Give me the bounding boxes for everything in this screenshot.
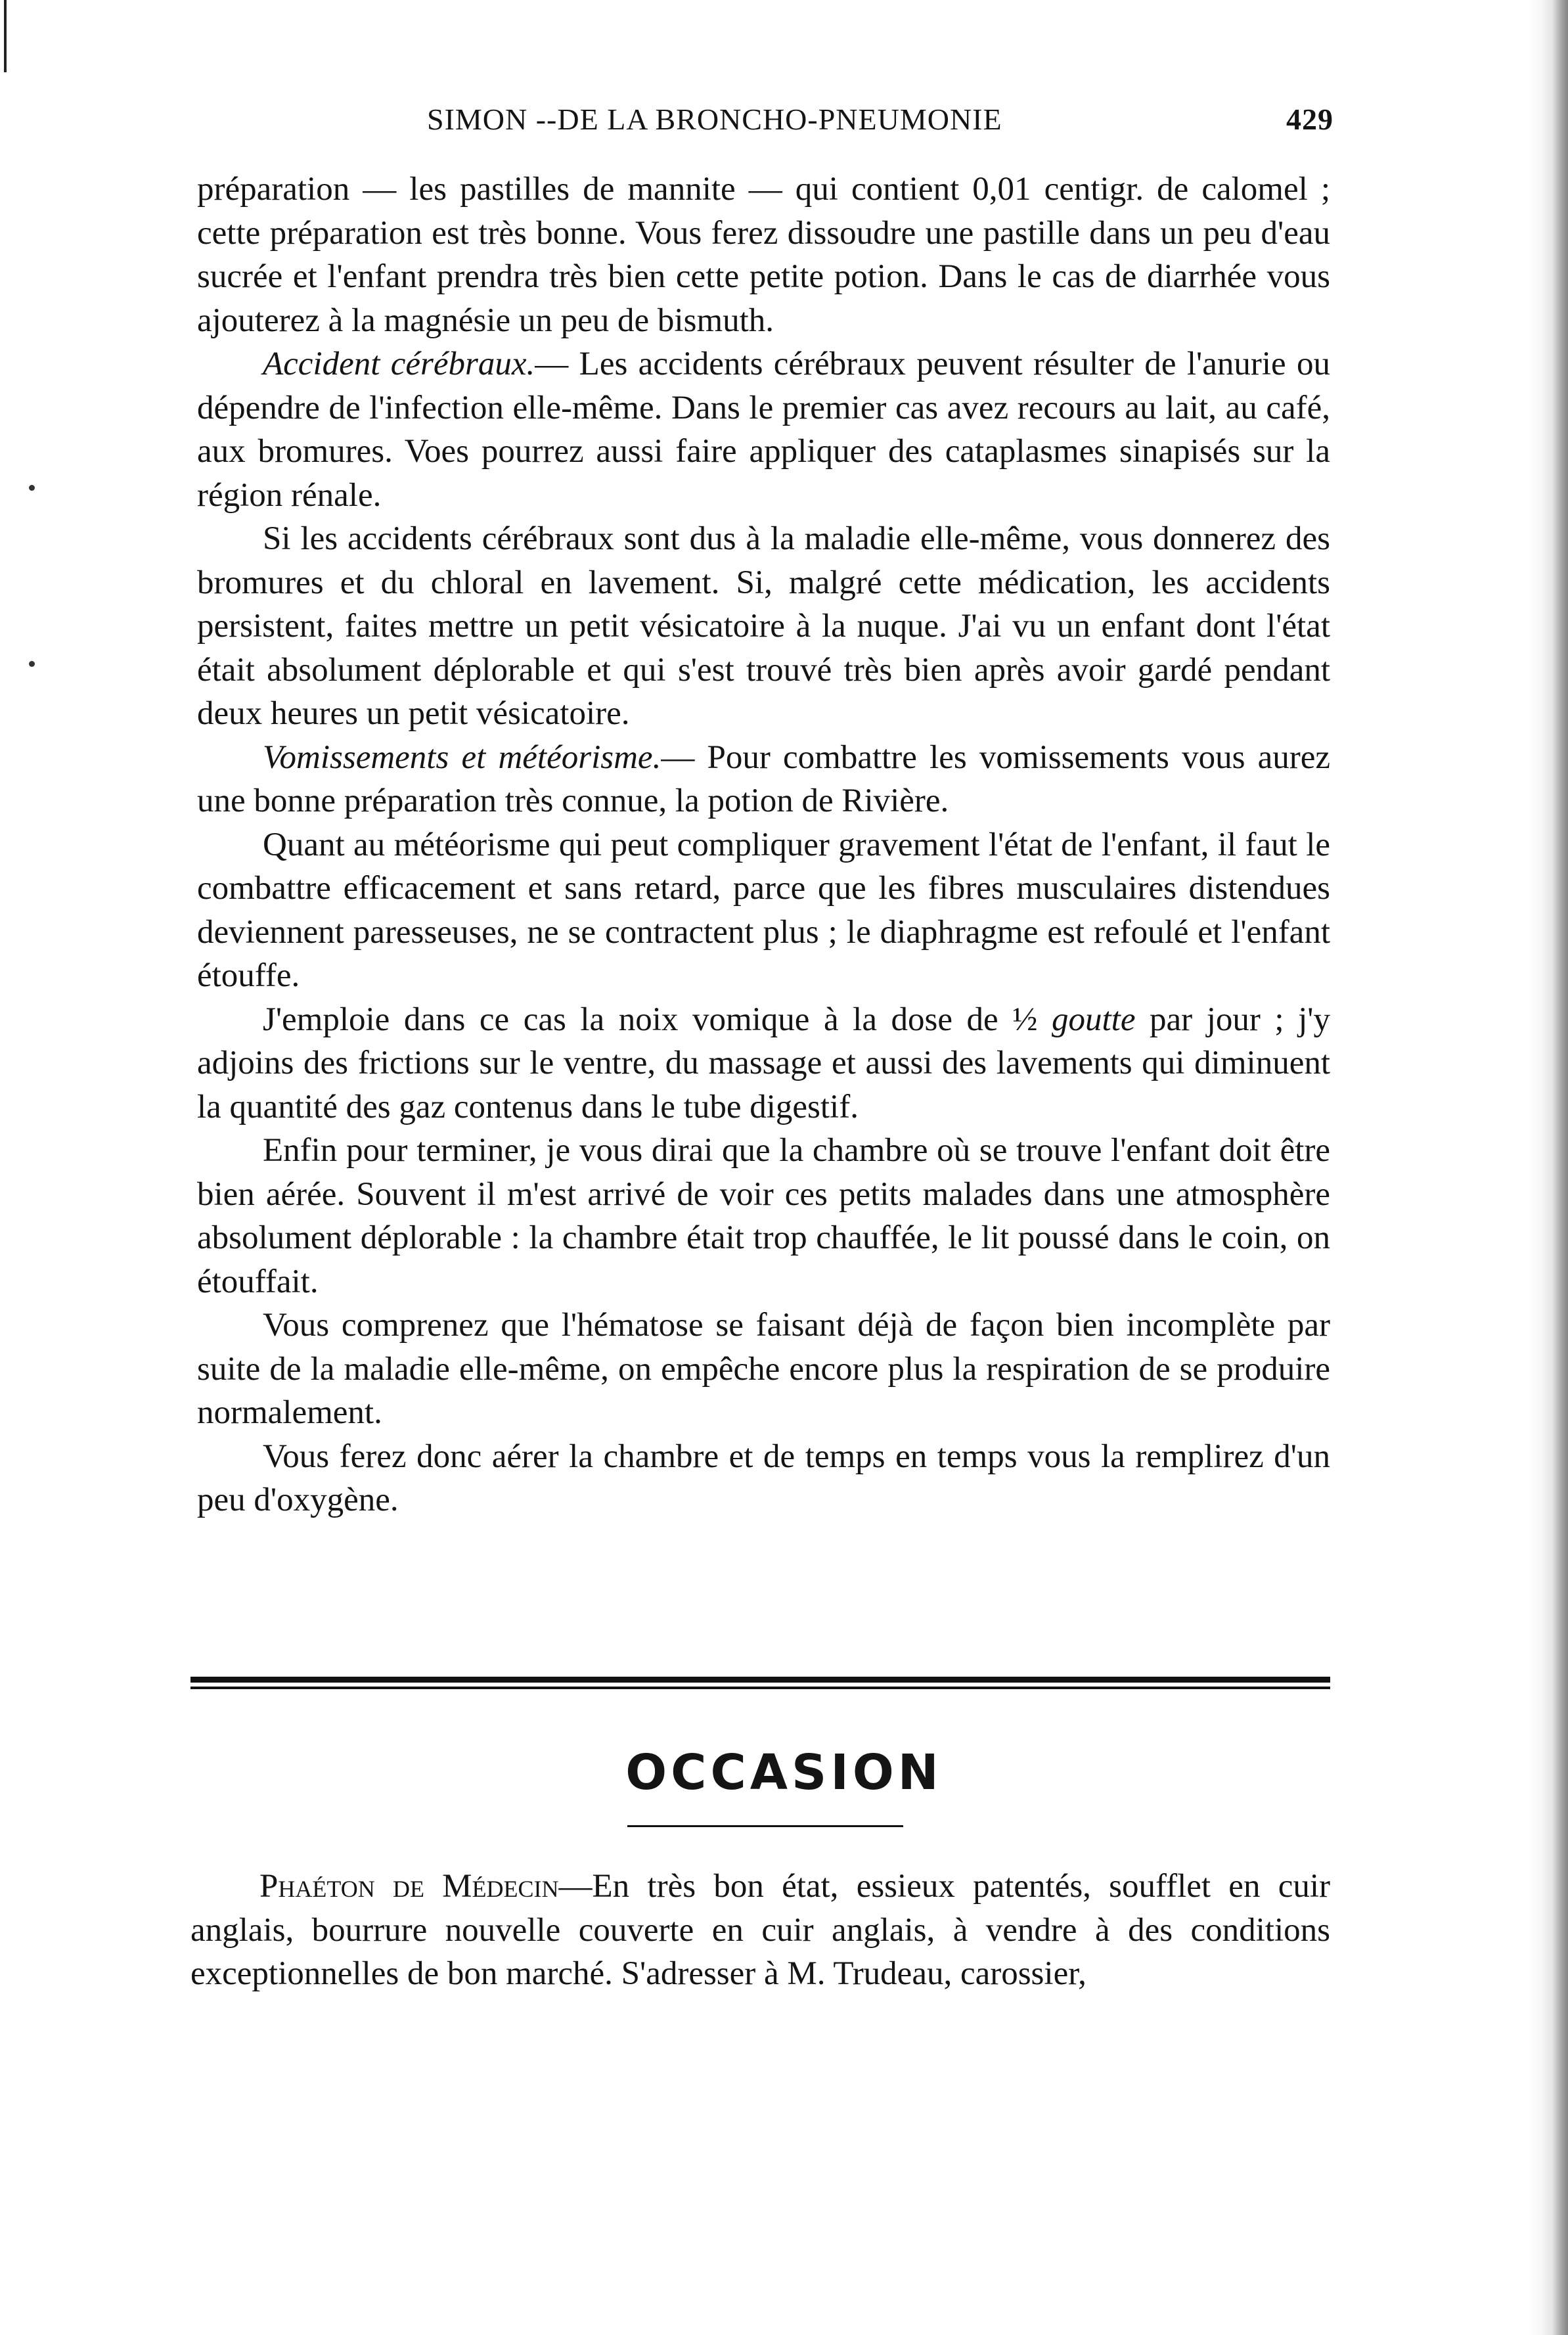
paragraph	[197, 736, 1330, 823]
paragraph-text: Quant au météorisme qui peut compliquer gravement l'état de l'enfant, il faut le combattre efficacement et sans retard, parce que les fibres musculaires distendues deviennent paresseuses, ne se contractent plus ; le diaphragme est refoulé et l'enfant étouffe.	[197, 826, 1330, 994]
paragraph-text: par jour ; j'y adjoins des frictions sur le ventre, du massage et aussi des lavements qui diminuent la quantité des gaz contenus dans le tube digestif.	[197, 1001, 1330, 1125]
dose-unit: goutte	[1052, 1001, 1136, 1038]
article-body	[197, 168, 1330, 1522]
paragraph	[197, 342, 1330, 517]
paragraph	[197, 168, 1330, 342]
paragraph	[197, 1304, 1330, 1435]
paragraph	[197, 1129, 1330, 1304]
paragraph-text: Vous comprenez que l'hématose se faisant déjà de façon bien incomplète par suite de la maladie elle-même, on empêche encore plus la respiration de se produire normalement.	[197, 1307, 1330, 1431]
scan-speck	[29, 661, 35, 667]
advert-paragraph	[190, 1865, 1330, 1996]
scan-speck	[29, 485, 35, 491]
running-title: SIMON --DE LA BRONCHO-PNEUMONIE	[427, 102, 1002, 136]
paragraph-text: préparation — les pastilles de mannite — qui contient 0,01 centigr. de calomel ; cette préparation est très bonne. Vous ferez dissoudre une pastille dans un peu d'eau sucrée et l'enfant prendra très bien cette petite potion. Dans le cas de diarrhée vous ajouterez à la magnésie un peu de bismuth.	[197, 171, 1330, 339]
paragraph	[197, 823, 1330, 998]
scan-damaged-edge	[1529, 0, 1568, 2335]
section-heading: Accident cérébraux.	[263, 346, 535, 382]
advert-body	[190, 1865, 1330, 1996]
paragraph	[197, 998, 1330, 1129]
paragraph	[197, 517, 1330, 736]
divider-thin-line	[190, 1687, 1330, 1689]
paragraph-text: Vous ferez donc aérer la chambre et de temps en temps vous la remplirez d'un peu d'oxygène.	[197, 1438, 1330, 1518]
scan-edge-mark	[4, 0, 7, 72]
paragraph-text: Enfin pour terminer, je vous dirai que la chambre où se trouve l'enfant doit être bien aérée. Souvent il m'est arrivé de voir ces petits malades dans une atmosphère absolument déplorable : la chambre était trop chauffée, le lit poussé dans le coin, on étouffait.	[197, 1132, 1330, 1300]
divider-thick-line	[190, 1677, 1330, 1683]
advert-title-underline	[627, 1825, 903, 1827]
paragraph-text: J'emploie dans ce cas la noix vomique à la dose de	[263, 1001, 1013, 1038]
advert-lead: Phaéton de Médecin	[259, 1868, 559, 1905]
paragraph-text: — Les accidents cérébraux peuvent résulter de l'anurie ou dépendre de l'infection elle-même. Dans le premier cas avez recours au lait, au café, aux bromures. Voes pourrez aussi faire appliquer des cataplasmes sinapisés sur la région rénale.	[197, 346, 1331, 514]
section-heading: Vomissements et météorisme.	[263, 738, 661, 776]
advert-text: —En très bon état, essieux patentés, soufflet en cuir anglais, bourrure nouvelle couverte en cuir anglais, à vendre à des conditions exceptionnelles de bon marché. S'adresser à M. Trudeau, carossier,	[190, 1868, 1330, 1992]
paragraph-text: Si les accidents cérébraux sont dus à la maladie elle-même, vous donnerez des bromures et du chloral en lavement. Si, malgré cette médication, les accidents persistent, faites mettre un petit vésicatoire à la nuque. J'ai vu un enfant dont l'état était absolument déplorable et qui s'est trouvé très bien après avoir gardé pendant deux heures un petit vésicatoire.	[197, 520, 1330, 732]
section-divider	[190, 1677, 1330, 1691]
page-number: 429	[1286, 102, 1333, 136]
paragraph	[197, 1435, 1330, 1522]
dose-fraction: ½	[1012, 1001, 1038, 1038]
advert-title: OCCASION	[625, 1744, 943, 1801]
running-header	[197, 95, 1333, 141]
paragraph-text: — Pour combattre les vomissements vous aurez une bonne préparation très connue, la potion de Rivière.	[197, 738, 1330, 819]
